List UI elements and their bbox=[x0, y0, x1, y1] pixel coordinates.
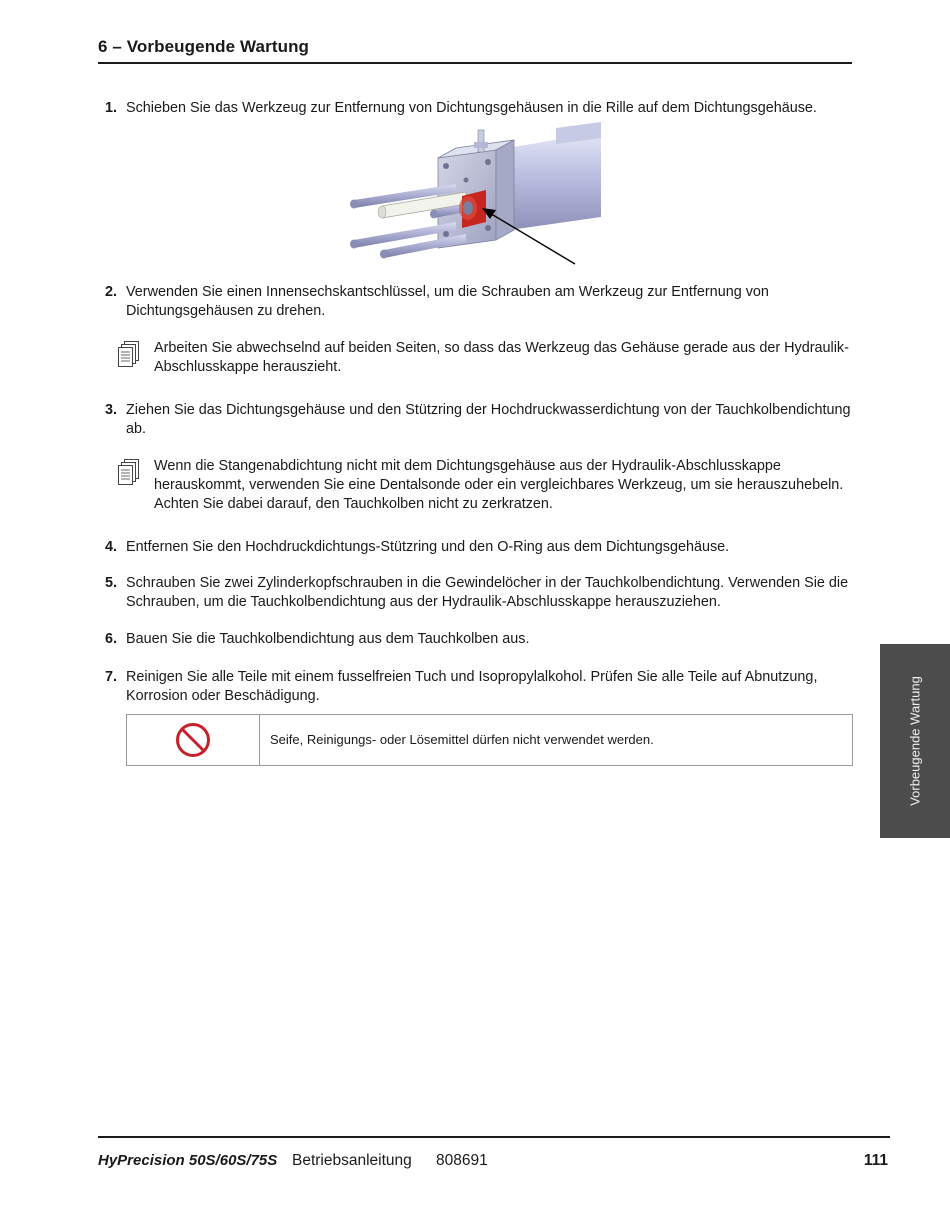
step-number: 1. bbox=[104, 100, 117, 116]
step-number: 3. bbox=[104, 402, 117, 418]
note-pages-icon bbox=[118, 459, 140, 487]
note-text: Arbeiten Sie abwechselnd auf beiden Seiten, so dass das Werkzeug das Gehäuse gerade aus der Hydraulik-Abschlusskappe herauszieht. bbox=[154, 340, 849, 375]
page-header bbox=[98, 37, 852, 64]
step-text: Bauen Sie die Tauchkolbendichtung aus dem Tauchkolben aus. bbox=[126, 631, 530, 647]
note-text: Wenn die Stangenabdichtung nicht mit dem Dichtungsgehäuse aus der Hydraulik-Abschlusskappe herauskommt, verwenden Sie eine Dentalsonde oder ein vergleichbares Werkzeug, um sie herauszuhebeln. Achten Sie dabei darauf, den Tauchkolben nicht zu zerkratzen. bbox=[154, 458, 844, 512]
step-text: Schieben Sie das Werkzeug zur Entfernung von Dichtungsgehäusen in die Rille auf dem Dichtungsgehäuse. bbox=[126, 100, 817, 116]
warning-box bbox=[126, 714, 853, 766]
footer-document-number: 808691 bbox=[436, 1152, 488, 1169]
step-number: 6. bbox=[104, 631, 117, 647]
page-footer bbox=[98, 1136, 890, 1169]
footer-document-type: Betriebsanleitung bbox=[292, 1152, 412, 1169]
step-number: 5. bbox=[104, 575, 117, 591]
warning-icon-cell bbox=[127, 715, 260, 765]
seal-housing-tool-illustration bbox=[346, 122, 606, 268]
step-text: Entfernen Sie den Hochdruckdichtungs-Stützring und den O-Ring aus dem Dichtungsgehäuse. bbox=[126, 539, 730, 555]
step-text: Verwenden Sie einen Innensechskantschlüssel, um die Schrauben am Werkzeug zur Entfernung von Dichtungsgehäusen zu drehen. bbox=[126, 284, 769, 319]
section-side-tab bbox=[880, 644, 950, 838]
step-text: Ziehen Sie das Dichtungsgehäuse und den Stützring der Hochdruckwasserdichtung von der Tauchkolbendichtung ab. bbox=[126, 402, 851, 437]
side-tab-label: Vorbeugende Wartung bbox=[907, 676, 923, 806]
step-number: 4. bbox=[104, 539, 117, 555]
warning-text: Seife, Reinigungs- oder Lösemittel dürfen nicht verwendet werden. bbox=[270, 732, 654, 747]
prohibited-icon bbox=[175, 722, 211, 758]
note-pages-icon bbox=[118, 341, 140, 369]
footer-product-name: HyPrecision 50S/60S/75S bbox=[98, 1152, 278, 1169]
step-number: 2. bbox=[104, 284, 117, 300]
section-title: 6 – Vorbeugende Wartung bbox=[98, 37, 310, 56]
step-number: 7. bbox=[104, 669, 117, 685]
step-text: Schrauben Sie zwei Zylinderkopfschrauben in die Gewindelöcher in der Tauchkolbendichtung. Verwenden Sie die Schrauben, um die Tauchkolbendichtung aus der Hydraulik-Abschlusskappe herauszuziehen. bbox=[126, 575, 849, 610]
step-text: Reinigen Sie alle Teile mit einem fusselfreien Tuch und Isopropylalkohol. Prüfen Sie alle Teile auf Abnutzung, Korrosion oder Beschädigung. bbox=[126, 669, 818, 704]
page-number: 111 bbox=[863, 1152, 888, 1169]
